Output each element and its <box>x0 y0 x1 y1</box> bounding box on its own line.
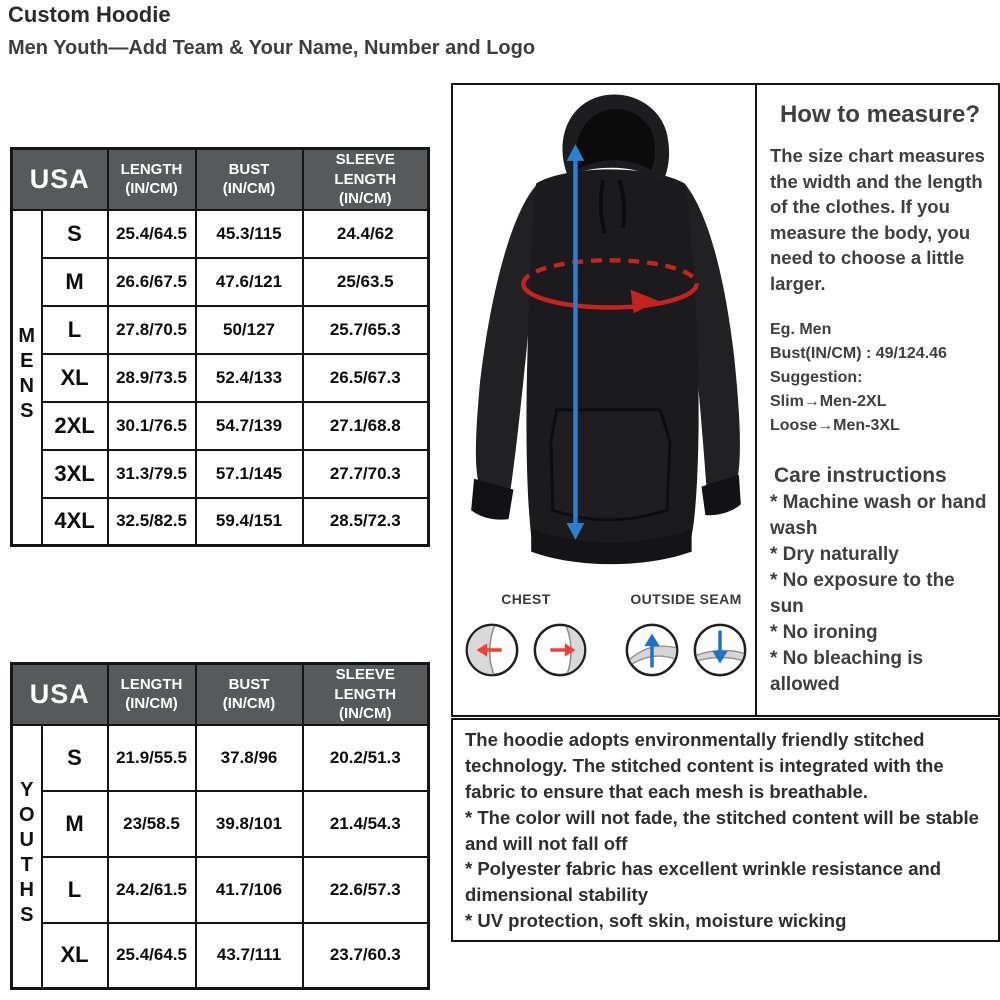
sleeve-cell: 22.6/57.3 <box>303 857 429 923</box>
sleeve-cell: 27.1/68.8 <box>303 402 429 450</box>
mens-side-label-cell <box>12 210 42 546</box>
length-cell: 31.3/79.5 <box>108 450 196 498</box>
fabric-fold-arrow-left-icon <box>463 621 521 679</box>
bust-cell: 41.7/106 <box>196 857 303 923</box>
chest-label: CHEST <box>501 591 551 607</box>
size-cell: XL <box>42 923 108 989</box>
length-cell: 21.9/55.5 <box>108 725 196 791</box>
size-cell: S <box>42 210 108 258</box>
table-row <box>12 306 429 354</box>
mens-vertical-label: MENS <box>15 324 38 425</box>
length-cell: 28.9/73.5 <box>108 354 196 402</box>
mens-bust-header: BUST (IN/CM) <box>196 149 303 210</box>
bust-cell: 57.1/145 <box>196 450 303 498</box>
bust-cell: 37.8/96 <box>196 725 303 791</box>
sleeve-cell: 20.2/51.3 <box>303 725 429 791</box>
example-line: Suggestion: <box>770 369 863 387</box>
size-cell: M <box>42 258 108 306</box>
how-to-measure-title: How to measure? <box>779 101 981 128</box>
length-cell: 26.6/67.5 <box>108 258 196 306</box>
care-item: * Machine wash or hand wash <box>770 492 987 540</box>
how-to-measure-panel <box>755 85 1000 715</box>
bust-cell: 47.6/121 <box>196 258 303 306</box>
care-item: * No bleaching is allowed <box>770 648 924 696</box>
length-cell: 23/58.5 <box>108 791 196 857</box>
size-cell: 4XL <box>42 498 108 546</box>
page-header <box>8 2 535 60</box>
bust-cell: 45.3/115 <box>196 210 303 258</box>
chest-icon-group <box>463 591 589 679</box>
mens-size-table <box>10 147 430 547</box>
table-row <box>12 791 429 857</box>
sleeve-cell: 25.7/65.3 <box>303 306 429 354</box>
bust-cell: 52.4/133 <box>196 354 303 402</box>
bust-cell: 39.8/101 <box>196 791 303 857</box>
table-row <box>12 725 429 791</box>
length-cell: 27.8/70.5 <box>108 306 196 354</box>
sleeve-cell: 25/63.5 <box>303 258 429 306</box>
example-line: Loose→Men-3XL <box>770 417 900 435</box>
care-item: * No ironing <box>770 622 878 644</box>
mens-length-header: LENGTH (IN/CM) <box>108 149 196 210</box>
fabric-intro: The hoodie adopts environmentally friendly stitched technology. The stitched content is integrated with the fabric to ensure that each mesh is breathable. <box>465 729 944 802</box>
table-row <box>12 402 429 450</box>
care-item: * Dry naturally <box>770 544 899 566</box>
youths-side-label-cell <box>12 725 42 989</box>
youths-usa-header: USA <box>12 664 108 725</box>
example-line: Slim→Men-2XL <box>770 393 887 411</box>
size-cell: M <box>42 791 108 857</box>
fabric-fold-arrow-right-icon <box>531 621 589 679</box>
fabric-item: * Polyester fabric has excellent wrinkle resistance and dimensional stability <box>465 858 942 906</box>
example-line: Bust(IN/CM) : 49/124.46 <box>770 345 947 363</box>
size-cell: XL <box>42 354 108 402</box>
table-row <box>12 857 429 923</box>
how-to-measure-body: The size chart measures the width and the length of the clothes. If you measure the body, you need to choose a little larger. <box>770 145 985 294</box>
youths-length-header: LENGTH (IN/CM) <box>108 664 196 725</box>
fabric-notes-box <box>451 718 1000 942</box>
youths-sleeve-header: SLEEVE LENGTH (IN/CM) <box>303 664 429 725</box>
measure-icons-row <box>453 591 755 679</box>
length-cell: 24.2/61.5 <box>108 857 196 923</box>
mens-table-header-row <box>12 149 429 210</box>
bust-cell: 59.4/151 <box>196 498 303 546</box>
table-row <box>12 210 429 258</box>
table-row <box>12 498 429 546</box>
size-cell: S <box>42 725 108 791</box>
table-row <box>12 450 429 498</box>
care-instructions-title: Care instructions <box>774 464 947 488</box>
size-cell: L <box>42 857 108 923</box>
outside-seam-icon-group <box>623 591 749 679</box>
youths-vertical-label: YOUTHS <box>15 778 38 929</box>
length-cell: 25.4/64.5 <box>108 210 196 258</box>
outside-seam-label: OUTSIDE SEAM <box>630 591 742 607</box>
fabric-fold-arrow-down-icon <box>691 621 749 679</box>
youths-size-table <box>10 662 430 990</box>
mens-usa-header: USA <box>12 149 108 210</box>
hoodie-image <box>457 87 753 589</box>
sleeve-cell: 26.5/67.3 <box>303 354 429 402</box>
bust-cell: 43.7/111 <box>196 923 303 989</box>
sleeve-cell: 24.4/62 <box>303 210 429 258</box>
example-line: Eg. Men <box>770 321 832 339</box>
size-cell: L <box>42 306 108 354</box>
fabric-item: * The color will not fade, the stitched content will be stable and will not fall off <box>465 806 979 854</box>
bust-cell: 50/127 <box>196 306 303 354</box>
table-row <box>12 354 429 402</box>
sleeve-cell: 21.4/54.3 <box>303 791 429 857</box>
page-title: Custom Hoodie <box>8 2 171 27</box>
length-cell: 25.4/64.5 <box>108 923 196 989</box>
youths-bust-header: BUST (IN/CM) <box>196 664 303 725</box>
sleeve-cell: 27.7/70.3 <box>303 450 429 498</box>
mens-sleeve-header: SLEEVE LENGTH (IN/CM) <box>303 149 429 210</box>
table-row <box>12 923 429 989</box>
page-subtitle: Men Youth—Add Team & Your Name, Number and Logo <box>8 37 536 59</box>
length-cell: 30.1/76.5 <box>108 402 196 450</box>
sleeve-cell: 28.5/72.3 <box>303 498 429 546</box>
sizing-example <box>770 318 990 438</box>
bust-cell: 54.7/139 <box>196 402 303 450</box>
sleeve-cell: 23.7/60.3 <box>303 923 429 989</box>
length-cell: 32.5/82.5 <box>108 498 196 546</box>
table-row <box>12 258 429 306</box>
care-item: * No exposure to the sun <box>770 570 955 618</box>
fabric-item: * UV protection, soft skin, moisture wicking <box>465 910 847 932</box>
measure-panel <box>451 83 1000 717</box>
size-cell: 2XL <box>42 402 108 450</box>
youths-table-header-row <box>12 664 429 725</box>
fabric-fold-arrow-up-icon <box>623 621 681 679</box>
size-cell: 3XL <box>42 450 108 498</box>
